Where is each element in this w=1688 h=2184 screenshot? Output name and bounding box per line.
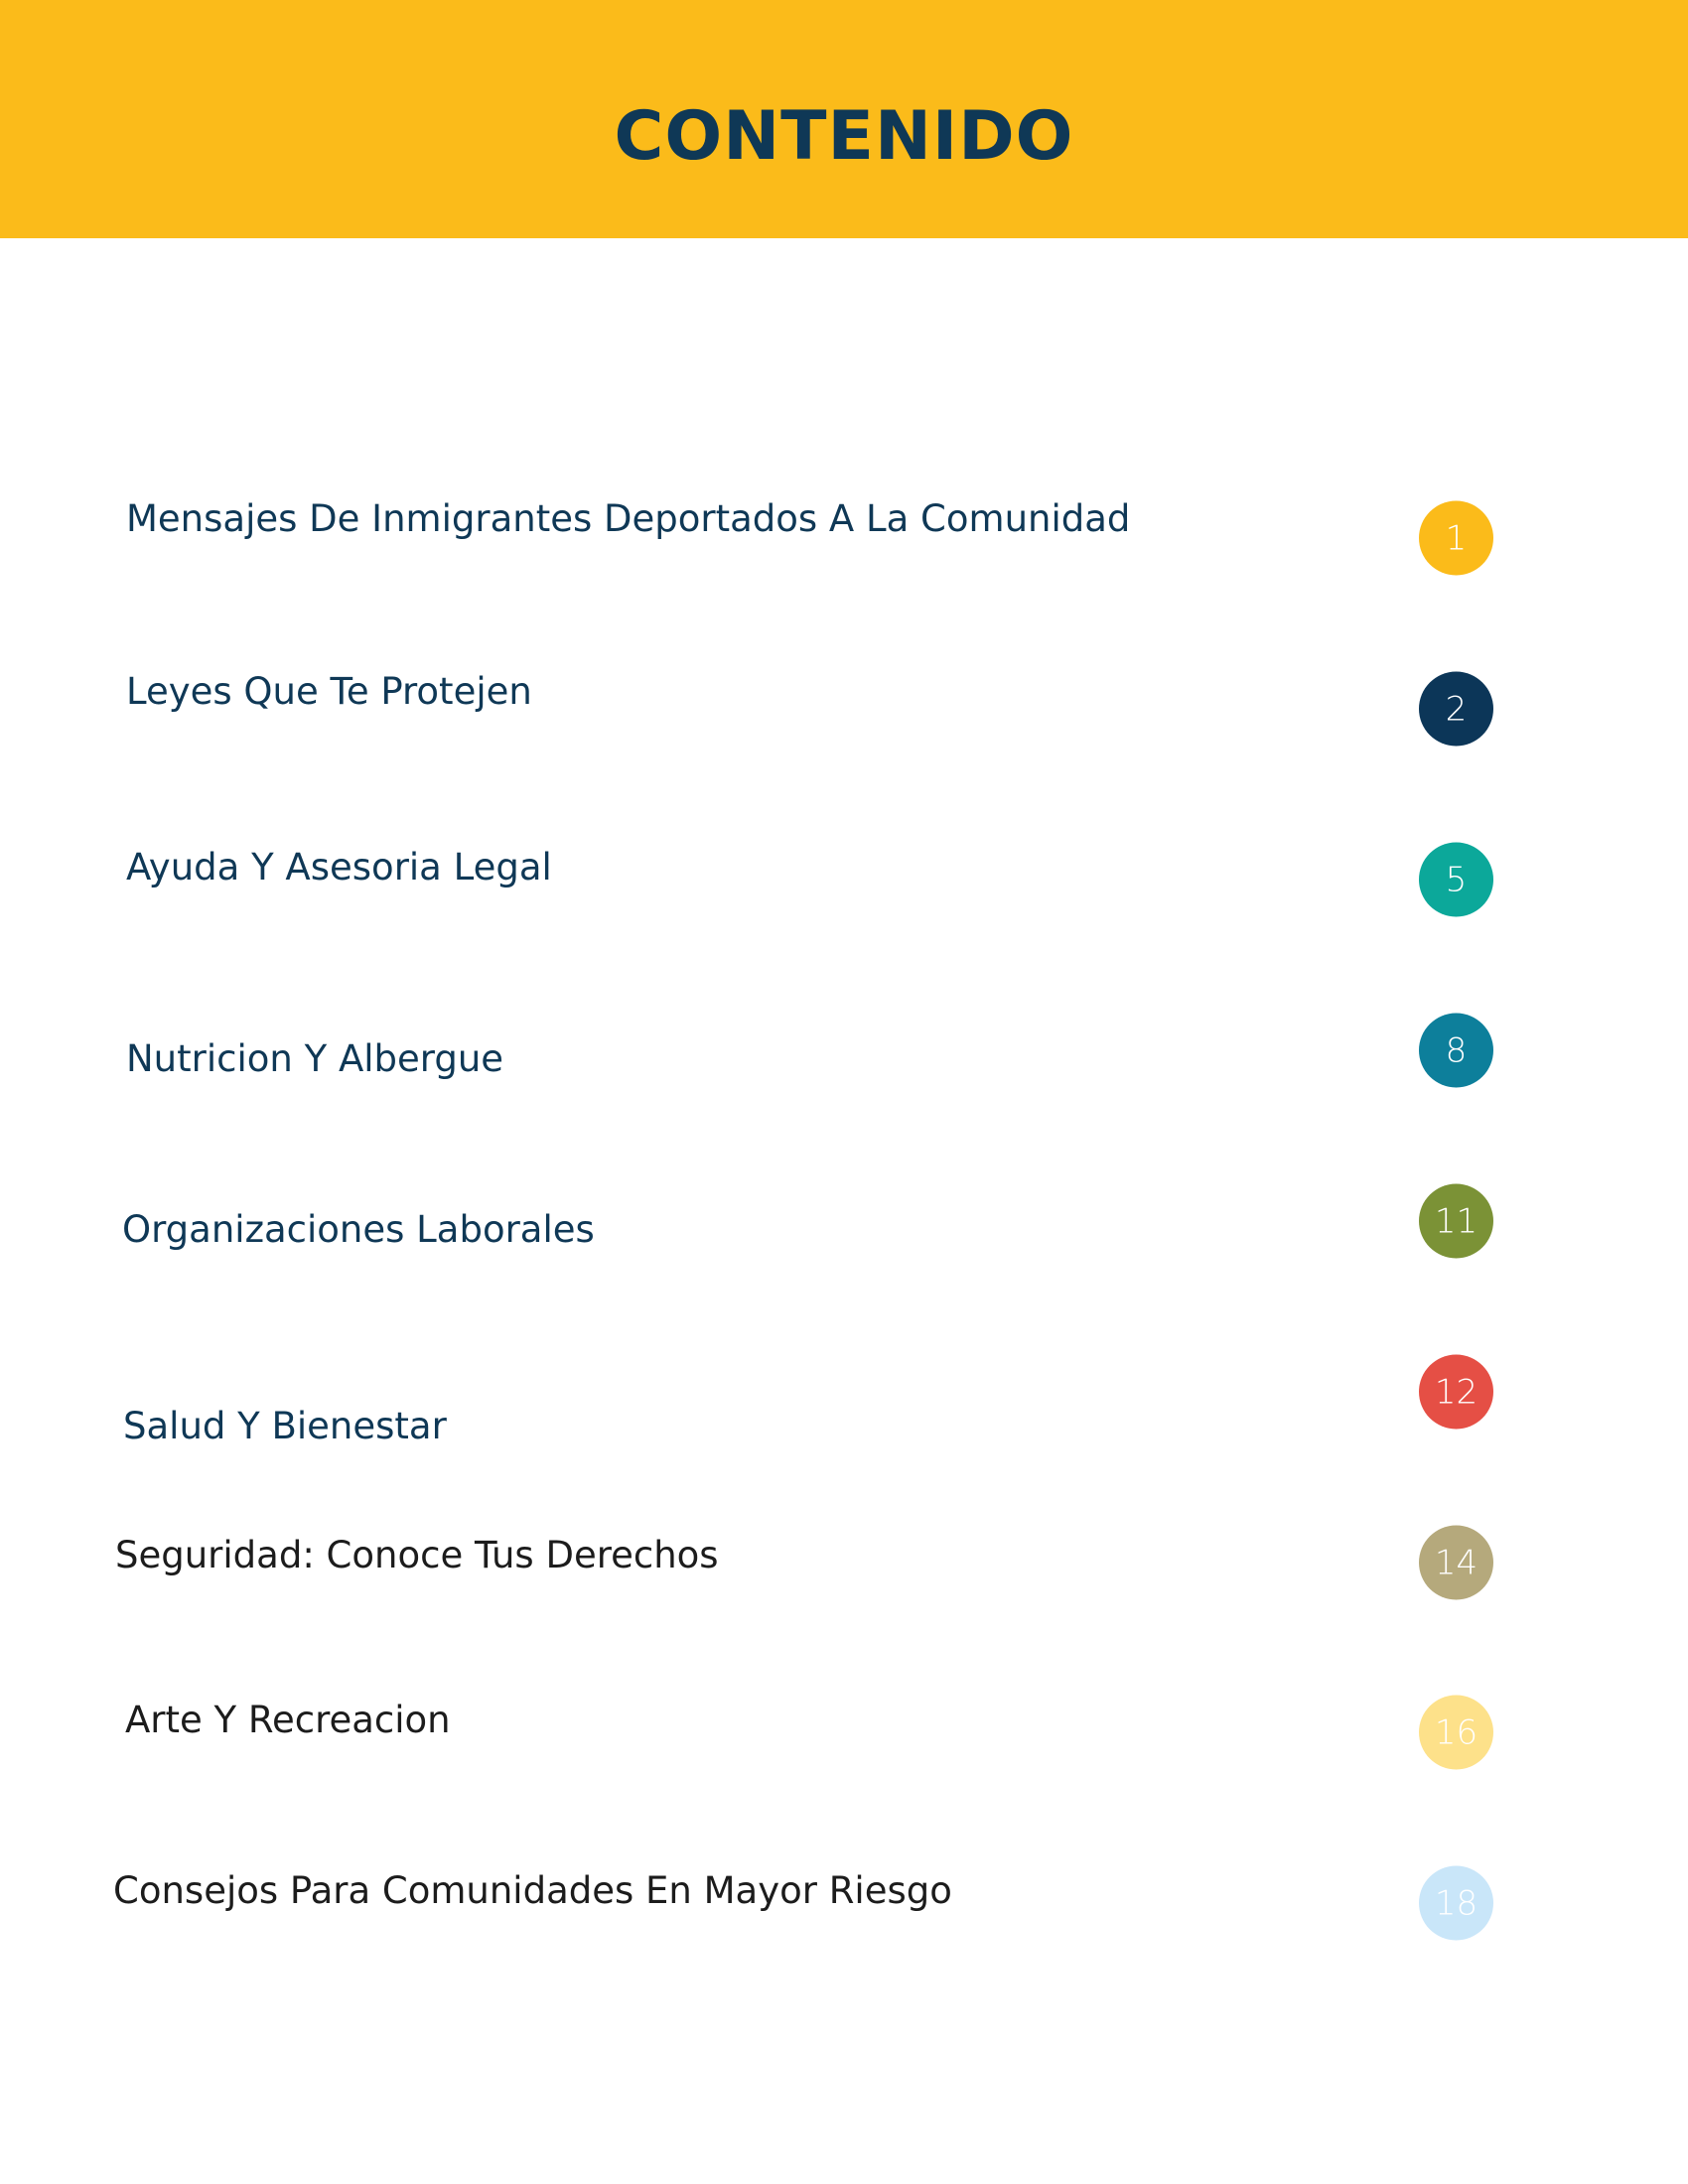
page-number-badge: 1 xyxy=(1419,501,1493,576)
toc-item-title[interactable]: Organizaciones Laborales xyxy=(122,1208,595,1251)
page-number-badge: 16 xyxy=(1419,1696,1493,1770)
toc-item-title[interactable]: Arte Y Recreacion xyxy=(125,1699,451,1741)
toc-item-title[interactable]: Seguridad: Conoce Tus Derechos xyxy=(115,1534,719,1576)
page-number-badge: 18 xyxy=(1419,1866,1493,1941)
toc-item-title[interactable]: Consejos Para Comunidades En Mayor Riesgo xyxy=(113,1869,952,1912)
toc-item-title[interactable]: Mensajes De Inmigrantes Deportados A La Comunidad xyxy=(126,497,1131,540)
toc-item-title[interactable]: Ayuda Y Asesoria Legal xyxy=(126,846,552,888)
page-number-badge: 12 xyxy=(1419,1355,1493,1430)
page-number-badge: 11 xyxy=(1419,1184,1493,1259)
page-number-badge: 14 xyxy=(1419,1526,1493,1600)
page-number-badge: 5 xyxy=(1419,843,1493,917)
page-number-badge: 2 xyxy=(1419,672,1493,747)
toc-item-title[interactable]: Leyes Que Te Protejen xyxy=(126,670,532,713)
page-title: CONTENIDO xyxy=(614,97,1074,176)
page-number-badge: 8 xyxy=(1419,1014,1493,1088)
toc-item-title[interactable]: Salud Y Bienestar xyxy=(123,1405,447,1447)
toc-item-title[interactable]: Nutricion Y Albergue xyxy=(126,1037,504,1080)
